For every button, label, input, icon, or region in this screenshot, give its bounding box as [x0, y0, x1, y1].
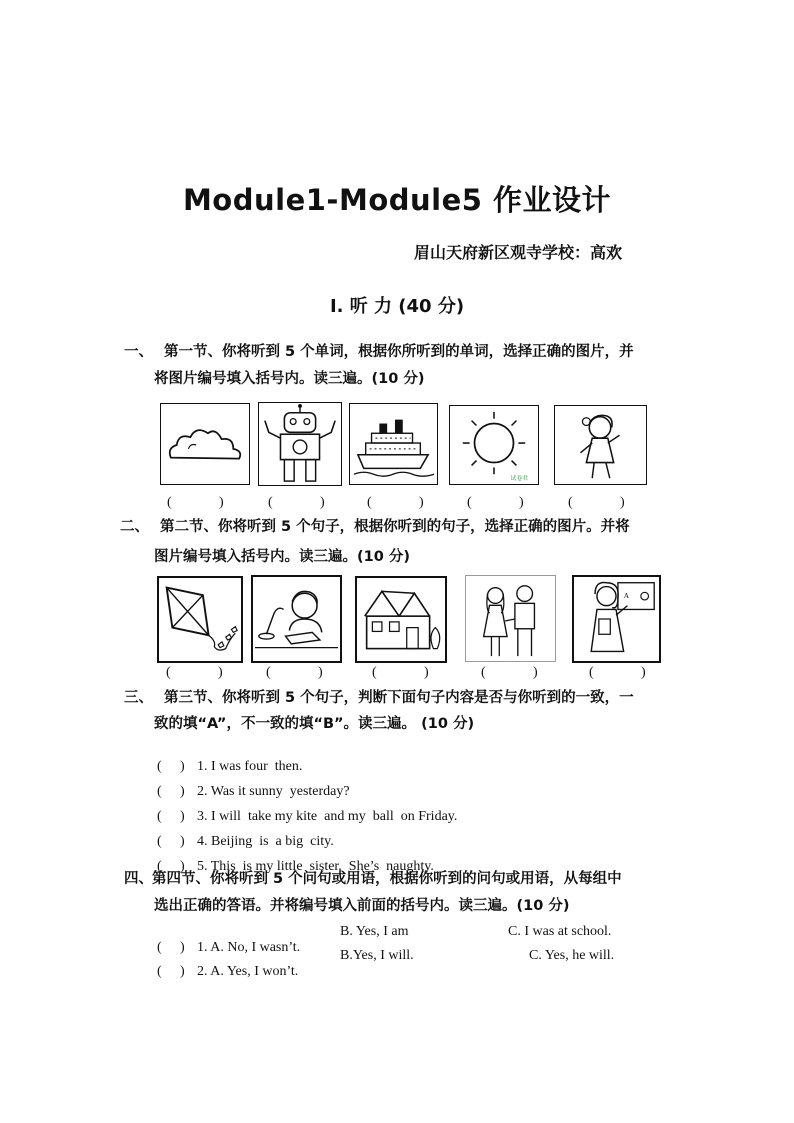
answer-paren-left[interactable]: ( [157, 964, 162, 979]
answer-paren-left[interactable]: ( [157, 784, 162, 799]
answer-paren-right[interactable]: ) [180, 784, 185, 799]
choice-option-b: B.Yes, I will. [340, 948, 414, 963]
choice-option-a: 2. A. Yes, I won’t. [197, 964, 299, 979]
section-1-heading [124, 341, 634, 363]
ship-icon [350, 404, 437, 484]
answer-paren-left[interactable]: ( [157, 859, 162, 874]
answer-paren-left[interactable]: ( [157, 809, 162, 824]
page-title: Module1-Module5 作业设计 [182, 183, 612, 217]
boy-reading-picture [251, 575, 342, 663]
choice-option-a: 1. A. No, I wasn’t. [197, 940, 301, 955]
girl-icon [555, 406, 646, 484]
author-line: 眉山天府新区观寺学校：高欢 [414, 243, 623, 262]
watermark-badge: 试卷君 [510, 476, 529, 483]
answer-paren[interactable]: ( ) [166, 665, 223, 680]
section-2-number: 二、 [120, 519, 149, 535]
section-2-line2: 图片编号填入括号内。读三遍。(10 分) [154, 549, 410, 565]
section-3-heading [124, 687, 634, 709]
answer-paren-right[interactable]: ) [180, 859, 185, 874]
answer-paren-right[interactable]: ) [180, 964, 185, 979]
choice-option-b: B. Yes, I am [340, 924, 409, 939]
cloud-icon [161, 404, 249, 484]
house-icon [357, 578, 445, 661]
judge-item-text: 5. This is my little sister. She’s naughty. [197, 859, 434, 874]
couple-icon [466, 576, 555, 661]
teacher-picture [572, 575, 661, 663]
girl-picture [554, 405, 647, 485]
sun-icon [450, 406, 538, 484]
answer-paren[interactable]: ( ) [268, 495, 325, 510]
ship-picture [349, 403, 438, 485]
judge-item-text: 4. Beijing is a big city. [197, 834, 334, 849]
section-4-line1: 第四节、你将听到 5 个问句或用语，根据你听到的问句或用语，从每组中 [152, 871, 622, 887]
svg-text:A: A [623, 591, 630, 600]
answer-paren-right[interactable]: ) [180, 940, 185, 955]
section-3-line1: 第三节、你将听到 5 个句子，判断下面句子内容是否与你听到的一致，一 [164, 690, 634, 706]
answer-paren-right[interactable]: ) [180, 759, 185, 774]
couple-picture [465, 575, 556, 662]
house-picture [355, 576, 447, 663]
section-4-line2: 选出正确的答语。并将编号填入前面的括号内。读三遍。(10 分) [154, 898, 570, 914]
answer-paren-right[interactable]: ) [180, 834, 185, 849]
boy-reading-icon [253, 577, 340, 661]
answer-paren[interactable]: ( ) [372, 665, 429, 680]
judge-item-text: 1. I was four then. [197, 759, 303, 774]
kite-icon [159, 578, 241, 661]
answer-paren-left[interactable]: ( [157, 940, 162, 955]
section-3-number: 三、 [124, 690, 153, 706]
choice-option-c: C. I was at school. [508, 924, 612, 939]
answer-paren[interactable]: ( ) [266, 665, 323, 680]
judge-item-text: 3. I will take my kite and my ball on Friday. [197, 809, 458, 824]
teacher-icon [574, 577, 659, 661]
section-3-line2: 致的填“A”，不一致的填“B”。读三遍。 (10 分) [154, 716, 475, 732]
answer-paren-left[interactable]: ( [157, 834, 162, 849]
section-2-heading [120, 516, 630, 538]
judge-item-text: 2. Was it sunny yesterday? [197, 784, 350, 799]
sun-picture [449, 405, 539, 485]
answer-paren[interactable]: ( ) [568, 495, 625, 510]
section-4-number: 四、 [124, 871, 153, 887]
answer-paren[interactable]: ( ) [367, 495, 424, 510]
answer-paren-right[interactable]: ) [180, 809, 185, 824]
answer-paren[interactable]: ( ) [589, 665, 646, 680]
choice-item [150, 948, 299, 980]
answer-paren[interactable]: ( ) [481, 665, 538, 680]
part-heading: Ⅰ. 听 力 (40 分) [329, 296, 465, 317]
section-1-number: 一、 [124, 344, 153, 360]
cloud-picture [160, 403, 250, 485]
section-2-line1: 第二节、你将听到 5 个句子，根据你听到的句子，选择正确的图片。并将 [160, 519, 630, 535]
answer-paren[interactable]: ( ) [467, 495, 524, 510]
robot-picture [258, 402, 342, 486]
answer-paren-left[interactable]: ( [157, 759, 162, 774]
section-4-heading [124, 868, 622, 890]
robot-icon [259, 403, 341, 485]
section-1-line2: 将图片编号填入括号内。读三遍。(10 分) [154, 371, 425, 387]
choice-option-c: C. Yes, he will. [529, 948, 615, 963]
answer-paren[interactable]: ( ) [167, 495, 224, 510]
section-1-line1: 第一节、你将听到 5 个单词，根据你所听到的单词，选择正确的图片，并 [164, 344, 634, 360]
kite-picture [157, 576, 243, 663]
